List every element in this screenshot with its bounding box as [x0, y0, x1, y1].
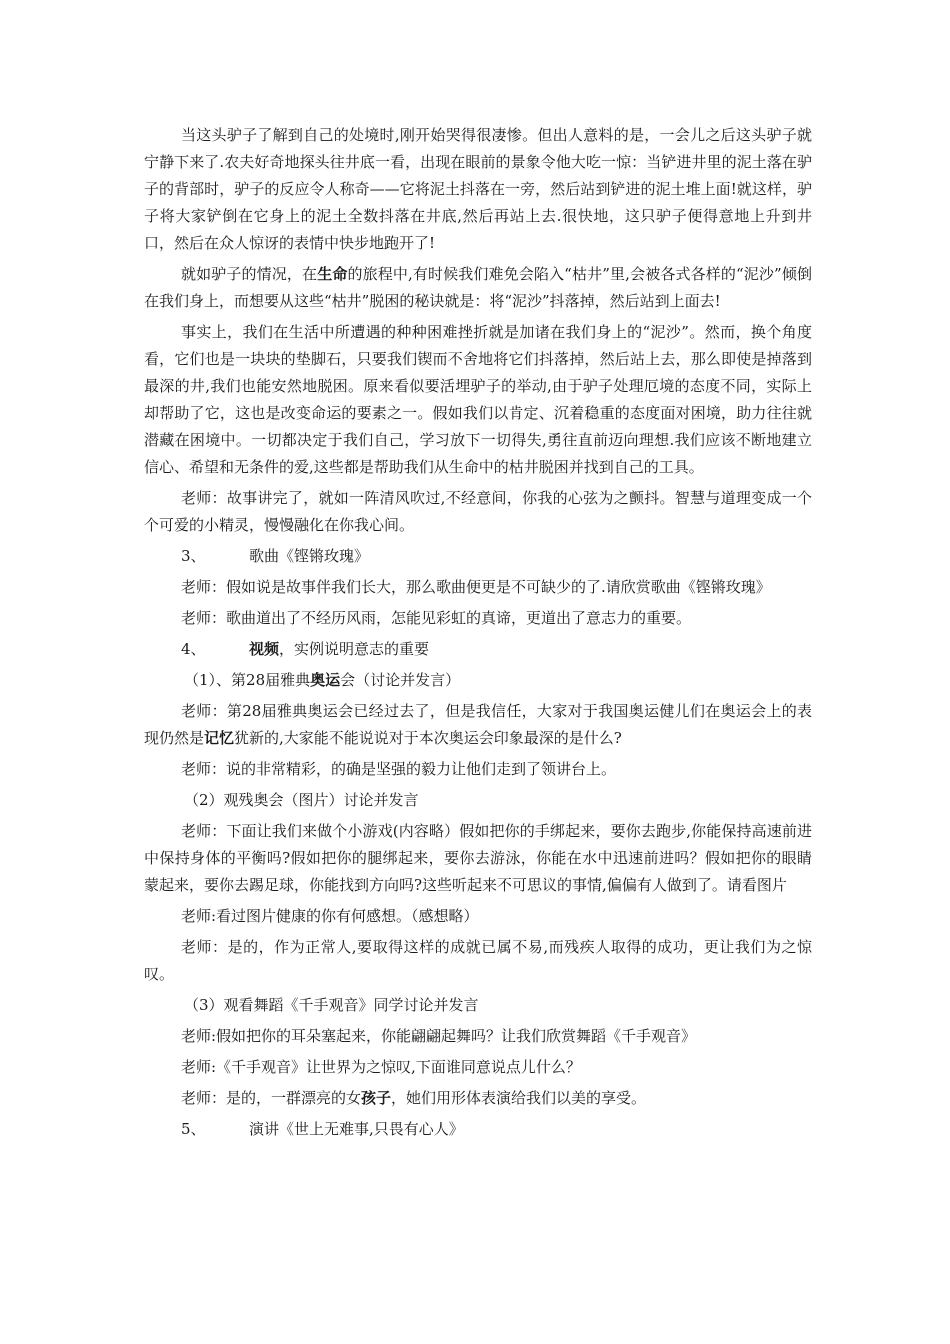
subsection-1: （1）、第28届雅典奥运会（讨论并发言） [184, 671, 461, 689]
paragraph-teacher-game: 老师：下面让我们来做个小游戏(内容略）假如把你的手绑起来，要你去跑步,你能保持高速前进中保持身体的平衡吗?假如把你的腿绑起来，要你去游泳，你能在水中迅速前进吗？假如把你的眼睛蒙起来，要你去踢足球，你能找到方向吗?这些听起来不可思议的事情,偏偏有人做到了。请看图片 [144, 822, 812, 894]
paragraph-teacher-story-done: 老师：故事讲完了，就如一阵清风吹过,不经意间，你我的心弦为之颤抖。智慧与道理变成一个个可爱的小精灵，慢慢融化在你我心间。 [144, 489, 812, 534]
paragraph-teacher-song-intro: 老师：假如说是故事伴我们长大，那么歌曲便更是不可缺少的了.请欣赏歌曲《铿锵玫瑰》 [181, 578, 771, 596]
paragraph-teacher-feelings: 老师:看过图片健康的你有何感想。（感想略） [181, 907, 479, 925]
paragraph-teacher-dance-comment: 老师：是的，一群漂亮的女孩子，她们用形体表演给我们以美的享受。 [181, 1089, 647, 1107]
section-heading-4: 4、 视频，实例说明意志的重要 [181, 640, 430, 658]
paragraph-teacher-dance-question: 老师:《千手观音》让世界为之惊叹,下面谁同意说点儿什么？ [181, 1058, 581, 1076]
subsection-2: （2）观残奥会（图片）讨论并发言 [184, 791, 419, 809]
paragraph-donkey-story: 当这头驴子了解到自己的处境时,刚开始哭得很凄惨。但出人意料的是，一会儿之后这头驴子就宁静下来了.农夫好奇地探头往井底一看，出现在眼前的景象令他大吃一惊：当铲进井里的泥土落在驴子的背部时，驴子的反应令人称奇——它将泥土抖落在一旁，然后站到铲进的泥土堆上面!就这样，驴子将大家铲倒在它身上的泥土全数抖落在井底,然后再站上去.很快地，这只驴子便得意地上升到井口，然后在众人惊讶的表情中快步地跑开了! [144, 126, 812, 252]
subsection-3: （3）观看舞蹈《千手观音》同学讨论并发言 [184, 996, 479, 1014]
bold-olympics: 奥运 [310, 671, 341, 689]
paragraph-life-journey: 就如驴子的情况，在生命的旅程中,有时候我们难免会陷入“枯井”里,会被各式各样的“泥沙”倾倒在我们身上，而想要从这些“枯井”脱困的秘诀就是：将“泥沙”抖落掉，然后站到上面去! [144, 265, 812, 310]
paragraph-teacher-olympics-comment: 老师：说的非常精彩，的确是坚强的毅力让他们走到了领讲台上。 [181, 760, 617, 778]
section-heading-5: 5、 演讲《世上无难事,只畏有心人》 [181, 1120, 464, 1138]
document-body [144, 122, 812, 1147]
paragraph-in-fact: 事实上，我们在生活中所遭遇的种种困难挫折就是加诸在我们身上的“泥沙”。然而，换个角度看，它们也是一块块的垫脚石，只要我们锲而不舍地将它们抖落掉，然后站上去，那么即使是掉落到最深的井,我们也能安然地脱困。原来看似要活埋驴子的举动,由于驴子处理厄境的态度不同，实际上却帮助了它，这也是改变命运的要素之一。假如我们以肯定、沉着稳重的态度面对困境，助力往往就潜藏在困境中。一切都决定于我们自己，学习放下一切得失,勇往直前迈向理想.我们应该不断地建立信心、希望和无条件的爱,这些都是帮助我们从生命中的枯井脱困并找到自己的工具。 [144, 323, 812, 476]
paragraph-teacher-olympics: 老师：第28届雅典奥运会已经过去了，但是我信任，大家对于我国奥运健儿们在奥运会上的表现仍然是记忆犹新的,大家能不能说说对于本次奥运会印象最深的是什么? [144, 702, 812, 747]
paragraph-teacher-dance-intro: 老师:假如把你的耳朵塞起来，你能翩翩起舞吗？让我们欣赏舞蹈《千手观音》 [181, 1027, 697, 1045]
bold-children: 孩子 [361, 1089, 392, 1107]
bold-video: 视频 [249, 640, 280, 658]
bold-memory: 记忆 [204, 729, 235, 747]
paragraph-teacher-song-comment: 老师：歌曲道出了不经历风雨，怎能见彩虹的真谛，更道出了意志力的重要。 [181, 609, 692, 627]
section-heading-3: 3、 歌曲《铿锵玫瑰》 [181, 547, 370, 565]
bold-life: 生命 [317, 265, 348, 283]
paragraph-teacher-paralympics-comment: 老师：是的，作为正常人,要取得这样的成就已属不易,而残疾人取得的成功，更让我们为之惊叹。 [144, 938, 812, 983]
